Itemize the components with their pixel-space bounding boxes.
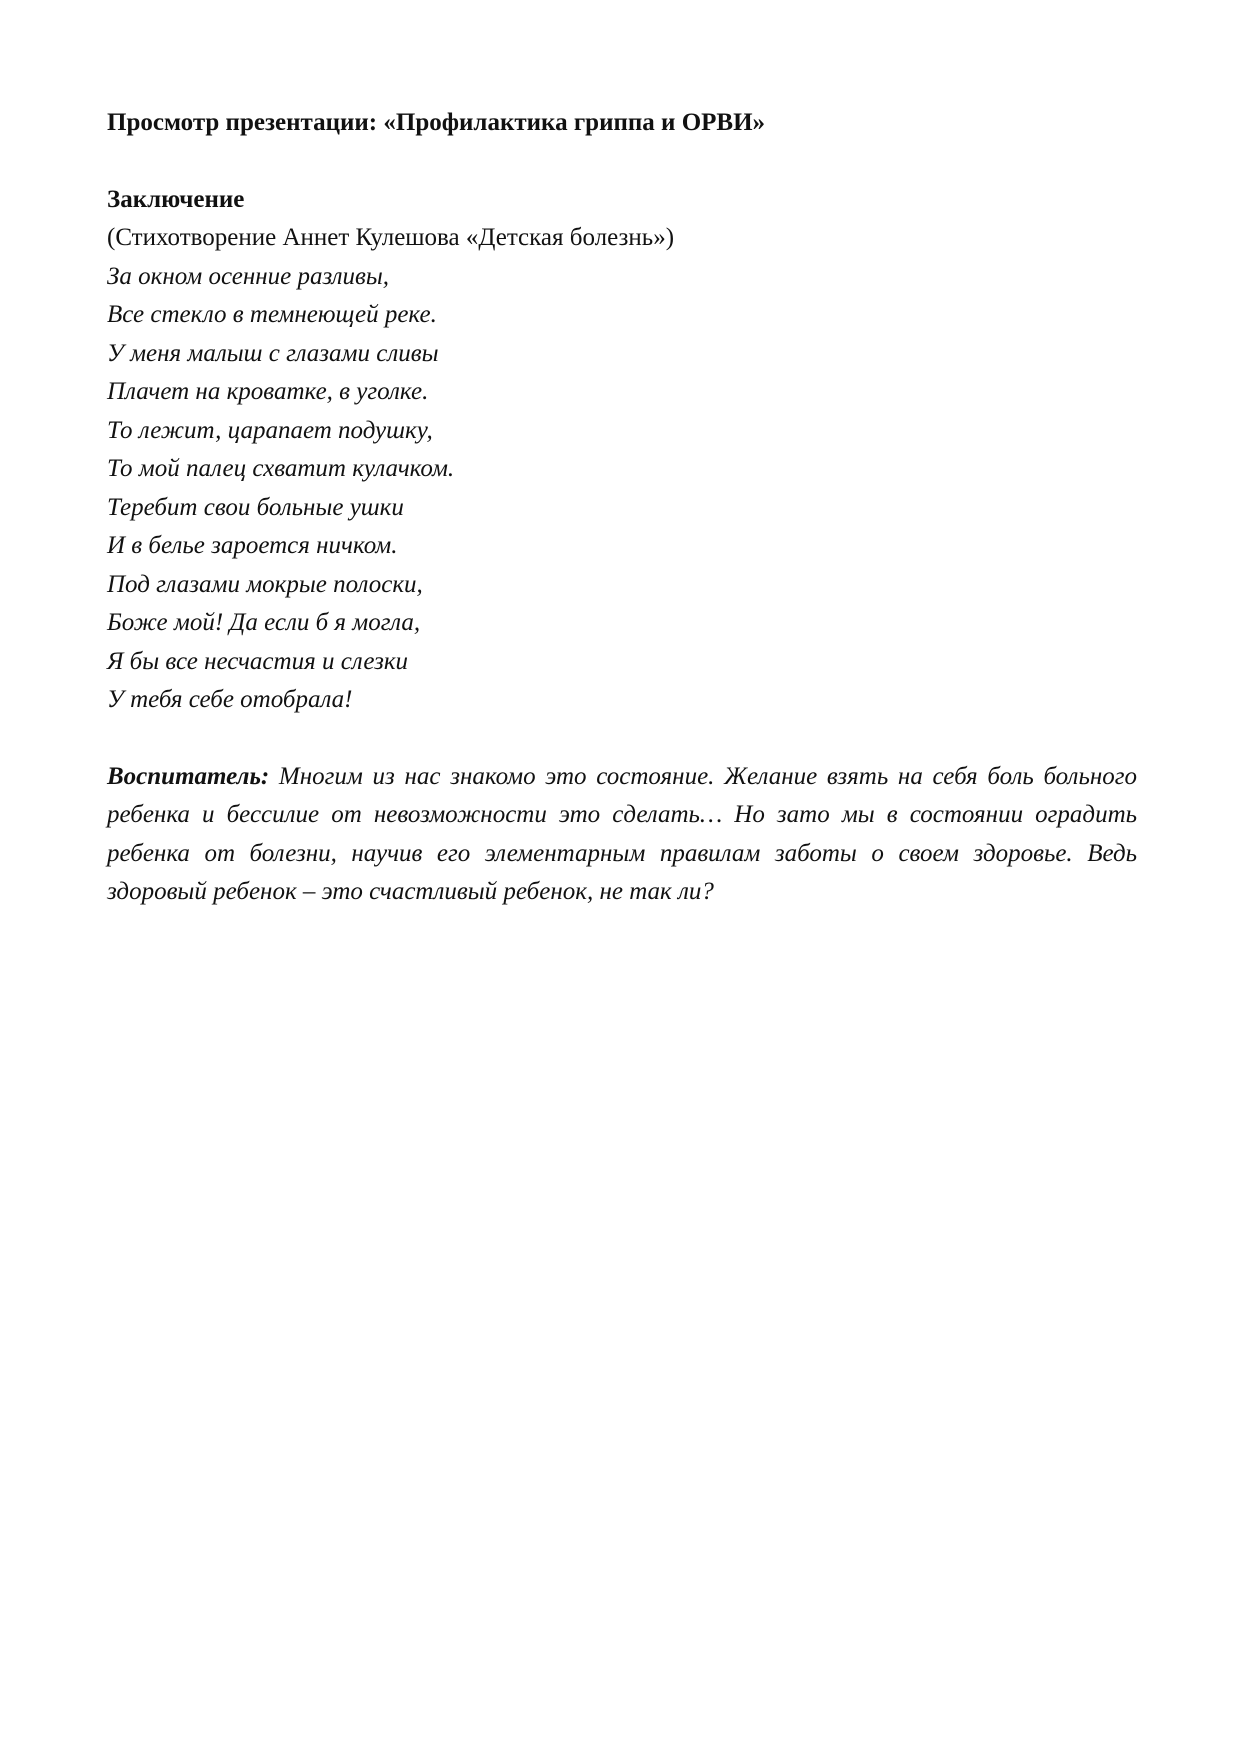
paragraph-text: Многим из нас знакомо это состояние. Желание взять на себя боль больного ребенка и бессилие от невозможности это сделать… Но зато мы в состоянии оградить ребенка от болезни, научив его элементарным правилам заботы о своем здоровье. Ведь здоровый ребенок – это счастливый ребенок, не так ли? <box>107 762 1137 905</box>
poem-line: Я бы все несчастия и слезки <box>107 647 409 675</box>
document-title: Просмотр презентации: «Профилактика гриппа и ОРВИ» <box>107 109 766 136</box>
poem-line: Плачет на кроватке, в уголке. <box>107 378 429 405</box>
poem-line: И в белье зароется ничком. <box>107 532 398 559</box>
document-page <box>107 104 1137 912</box>
teacher-paragraph <box>107 758 1137 912</box>
poem-line: У тебя себе отобрала! <box>107 686 353 713</box>
section-heading: Заключение <box>107 186 245 213</box>
poem-line: Боже мой! Да если б я могла, <box>107 609 421 636</box>
poem-line: За окном осенние разливы, <box>107 262 390 290</box>
poem-line: То мой палец схватит кулачком. <box>107 455 455 482</box>
poem-line: Под глазами мокрые полоски, <box>107 570 423 598</box>
poem-line: То лежит, царапает подушку, <box>107 416 433 444</box>
poem-line: Все стекло в темнеющей реке. <box>107 301 437 328</box>
speaker-label: Воспитатель: <box>107 762 270 790</box>
poem-attribution: (Стихотворение Аннет Кулешова «Детская болезнь») <box>107 224 675 251</box>
poem-line: Теребит свои больные ушки <box>107 493 404 521</box>
poem-line: У меня малыш с глазами сливы <box>107 339 439 367</box>
poem <box>107 258 1137 720</box>
